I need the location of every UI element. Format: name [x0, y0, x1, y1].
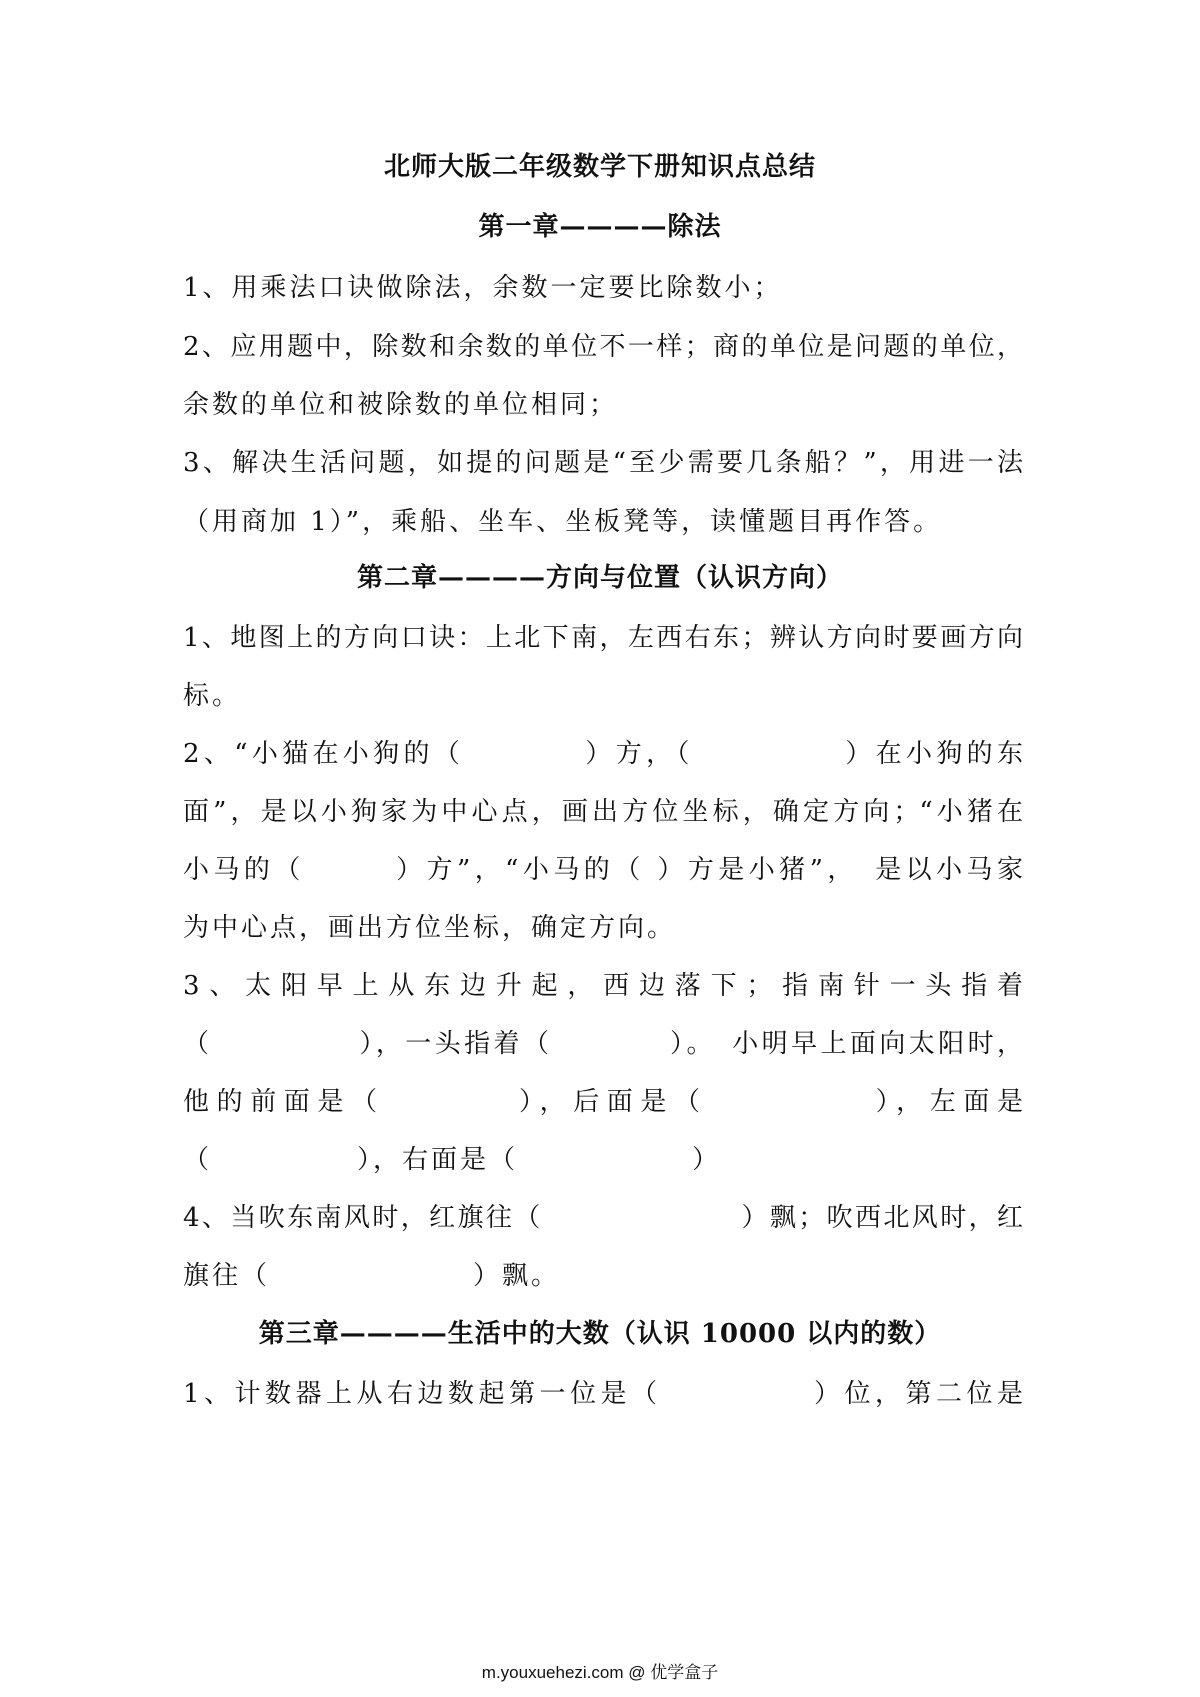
footer-watermark: m.youxuehezi.com @ 优学盒子 — [481, 1663, 719, 1682]
chapter3-line: 1、计数器上从右边数起第一位是（ ）位，第二位是 — [183, 1379, 1023, 1409]
chapter2-line: 为中心点，画出方位坐标，确定方向。 — [183, 913, 677, 943]
chapter2-line: 4、当吹东南风时，红旗往（ ）飘；吹西北风时，红 — [183, 1203, 1023, 1233]
chapter2-line: （ ），一头指着（ ）。 小明早上面向太阳时， — [183, 1029, 1023, 1059]
chapter2-line: 标。 — [183, 681, 242, 711]
chapter2-line: 2、“小猫在小狗的（ ）方，（ ）在小狗的东 — [183, 739, 1023, 769]
chapter2-line: 他的前面是（ ），后面是（ ），左面是 — [183, 1087, 1023, 1117]
chapter1-line: 1、用乘法口诀做除法，余数一定要比除数小； — [183, 273, 783, 303]
chapter3-heading: 第三章————生活中的大数（认识 10000 以内的数） — [258, 1319, 942, 1349]
chapter1-line: 2、应用题中，除数和余数的单位不一样；商的单位是问题的单位， — [183, 332, 1023, 362]
chapter1-heading: 第一章————除法 — [478, 212, 722, 242]
chapter2-line: 旗往（ ）飘。 — [183, 1261, 561, 1291]
chapter1-line: （用商加 1）”，乘船、坐车、坐板凳等，读懂题目再作答。 — [183, 507, 943, 537]
document-title: 北师大版二年级数学下册知识点总结 — [383, 152, 816, 182]
chapter2-line: 3、太阳早上从东边升起，西边落下；指南针一头指着 — [183, 971, 1023, 1001]
chapter1-line: 3、解决生活问题，如提的问题是“至少需要几条船？”，用进一法 — [183, 448, 1023, 478]
chapter2-line: （ ），右面是（ ） — [183, 1145, 722, 1175]
chapter2-heading: 第二章————方向与位置（认识方向） — [356, 563, 843, 593]
chapter2-line: 小马的（ ）方”，“小马的（ ）方是小猪”， 是以小马家 — [183, 855, 1023, 885]
chapter2-line: 1、地图上的方向口诀：上北下南，左西右东；辨认方向时要画方向 — [183, 623, 1023, 653]
chapter2-line: 面”，是以小狗家为中心点，画出方位坐标，确定方向；“小猪在 — [183, 797, 1023, 827]
chapter1-line: 余数的单位和被除数的单位相同； — [183, 390, 619, 420]
